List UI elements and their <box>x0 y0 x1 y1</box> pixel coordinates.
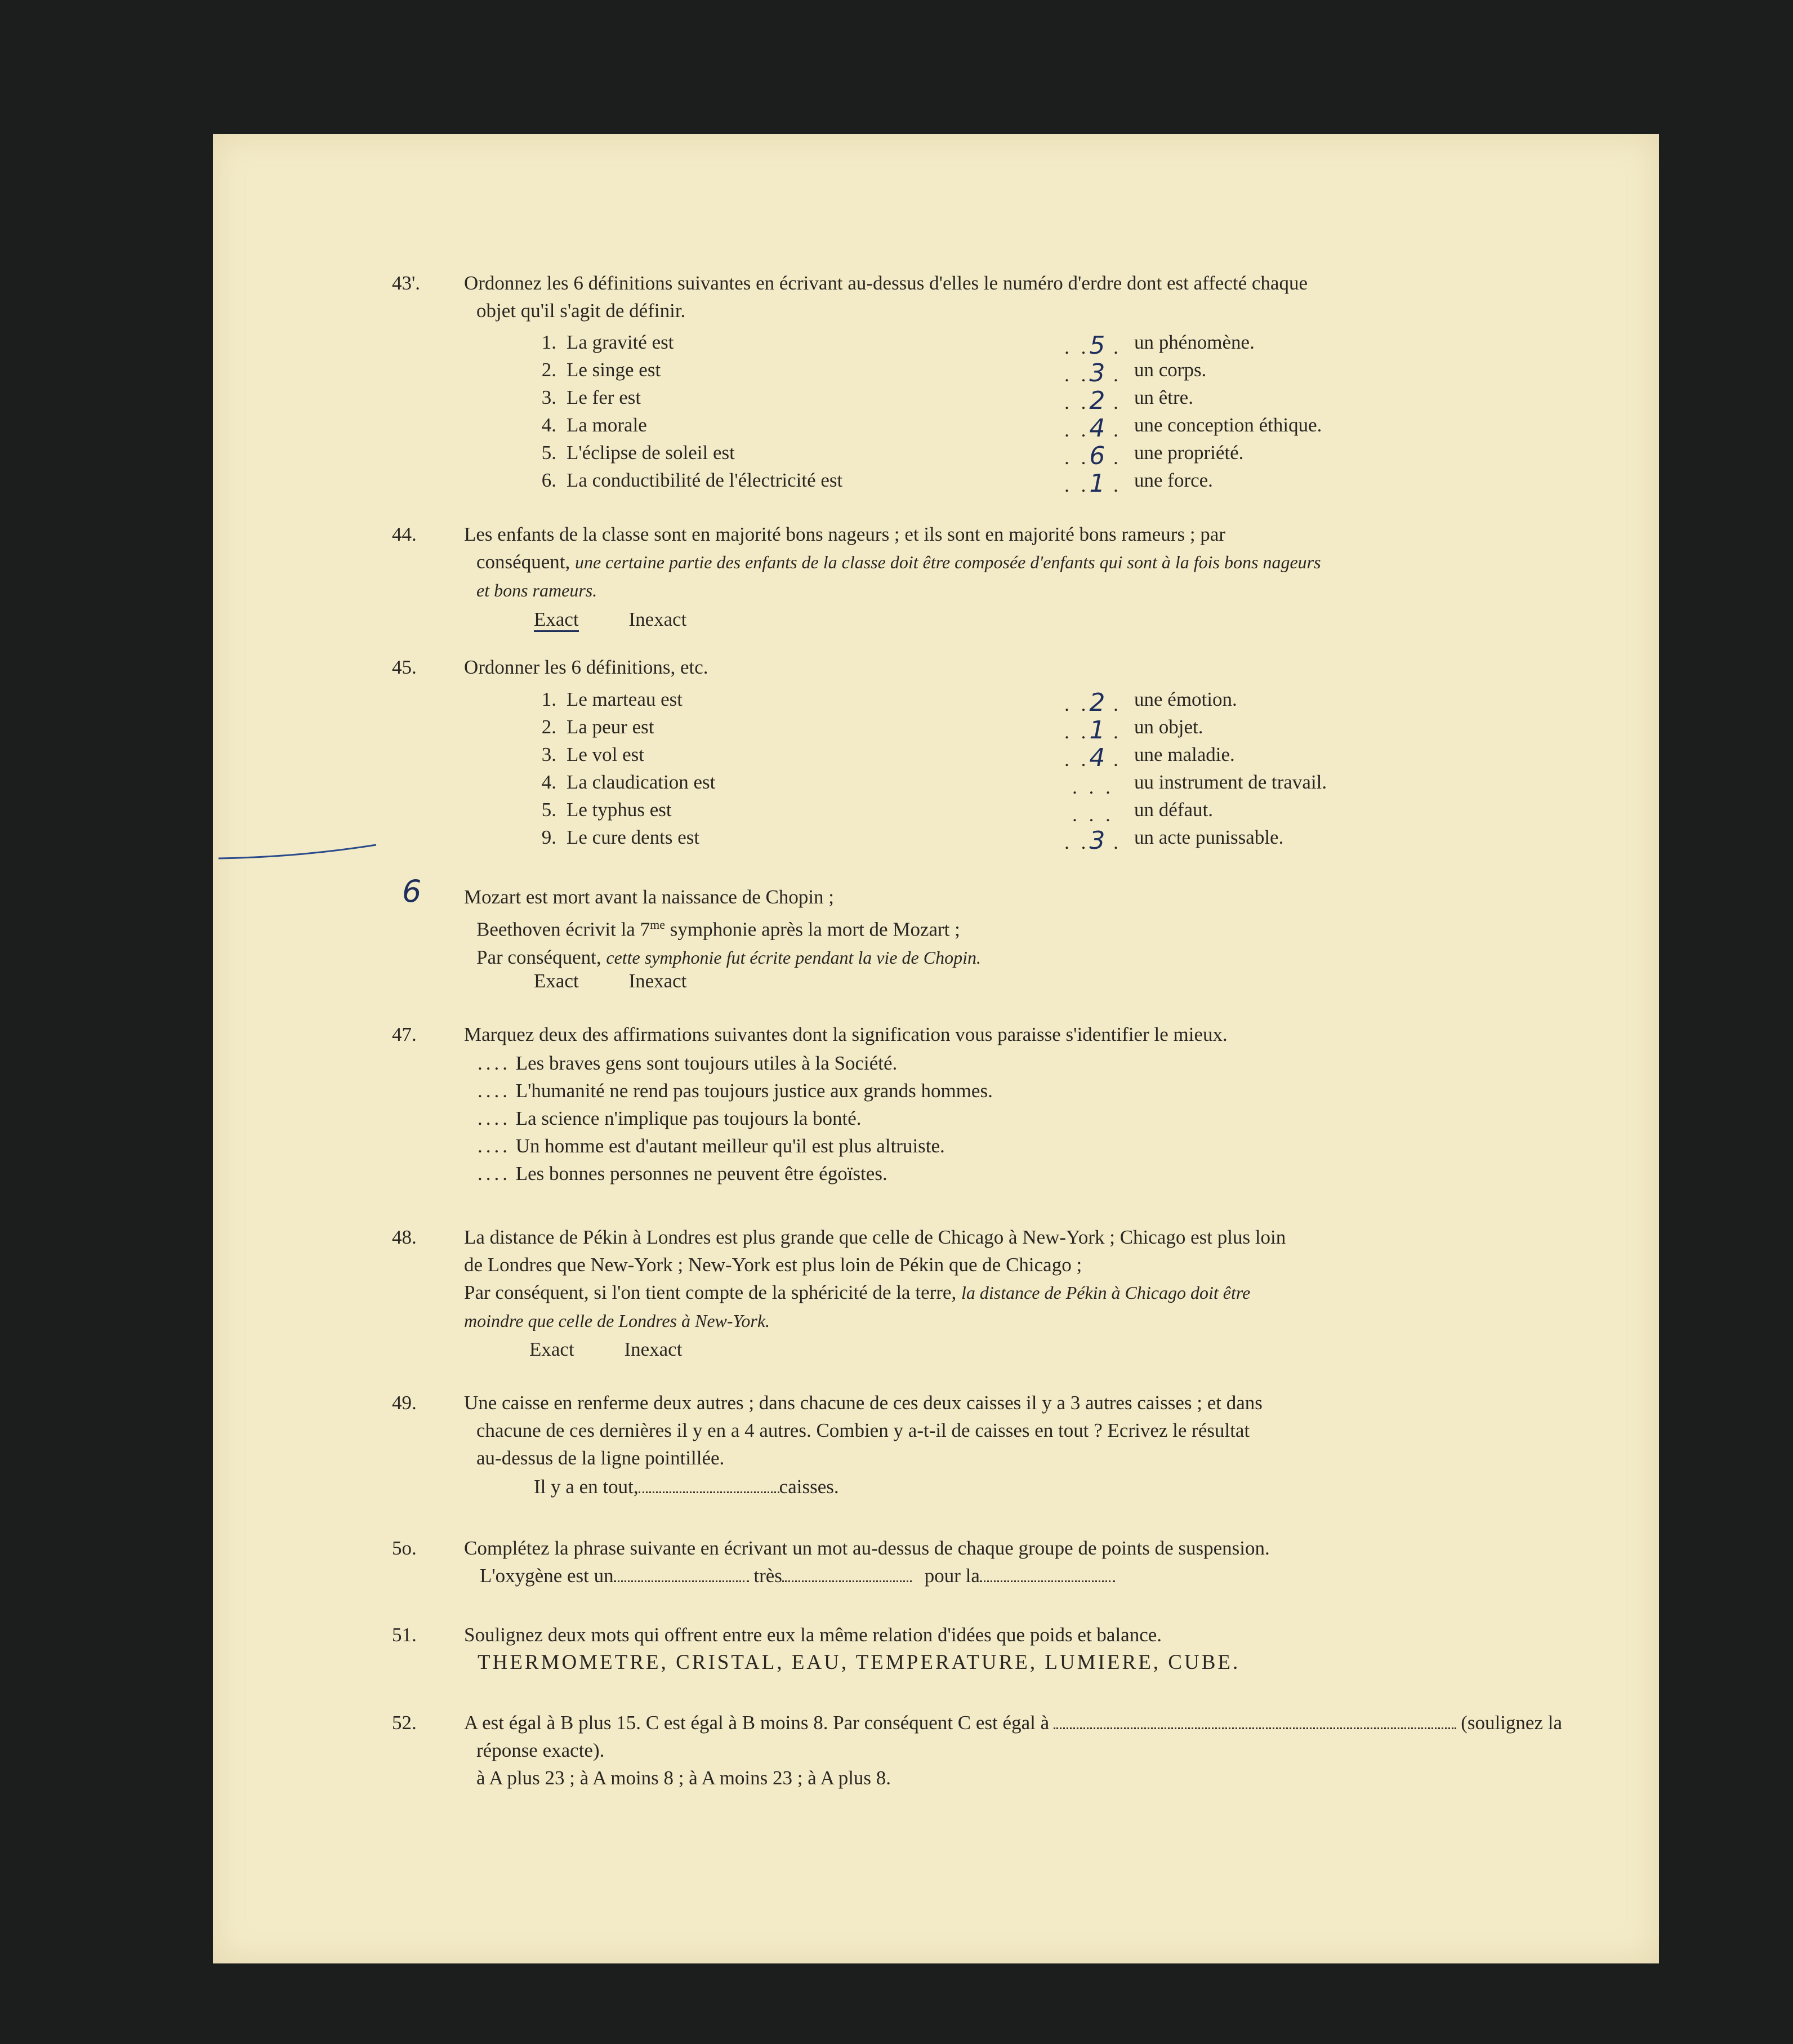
question-number: 44. <box>392 523 417 545</box>
question-text: Mozart est mort avant la naissance de Chopin ; Beethoven écrivit la $7^{me}$ symphonie après la mort de Mozart ; Par conséquent, cette symphonie fut écrite pendant la vie de Chopin. <box>464 886 981 968</box>
item-subject: L'éclipse de soleil est <box>567 442 735 464</box>
option-exact[interactable]: Exact <box>534 608 579 632</box>
item-subject: Le fer est <box>567 386 641 408</box>
handwritten-mark: 2 <box>1089 386 1105 415</box>
handwritten-mark: 2 <box>1089 688 1105 717</box>
option-inexact[interactable]: Inexact <box>628 608 687 630</box>
question-number: 43'. <box>392 272 421 294</box>
handwritten-mark: 4 <box>1089 414 1105 443</box>
item-definition: un acte punissable. <box>1134 826 1284 848</box>
item-definition: une propriété. <box>1134 442 1244 464</box>
question-number: 5o. <box>392 1537 417 1559</box>
statement-text: Un homme est d'autant meilleur qu'il est plus altruiste. <box>515 1135 945 1157</box>
item-number: 2. <box>541 359 556 381</box>
blank-2[interactable] <box>782 1566 912 1582</box>
item-definition: une maladie. <box>1134 743 1235 765</box>
answer-slot[interactable]: . .2 . <box>1064 386 1122 415</box>
option-exact[interactable]: Exact <box>529 1338 574 1360</box>
answer-field[interactable] <box>639 1477 779 1493</box>
answer-slot[interactable]: . .4 . <box>1064 414 1122 443</box>
answer-slot[interactable]: . .2 . <box>1064 688 1122 717</box>
answer-slot[interactable]: . .3 . <box>1064 359 1122 388</box>
statement-row[interactable] <box>478 1135 945 1157</box>
pen-stroke <box>213 838 382 866</box>
question-number: 49. <box>392 1392 417 1414</box>
item-number: 2. <box>541 716 556 738</box>
item-definition: une force. <box>1134 469 1213 491</box>
blank-3[interactable] <box>980 1566 1115 1582</box>
question-text: Complétez la phrase suivante en écrivant un mot au-dessus de chaque groupe de points de suspension. <box>464 1537 1270 1559</box>
answer-slot[interactable]: . .4 . <box>1064 743 1122 772</box>
question-text: La distance de Pékin à Londres est plus grande que celle de Chicago à New-York ; Chicago est plus loin de Londres que New-York ; New-York est plus loin de Pékin que de Chicago ; Par conséquent, si l'on tient compte de la sphéricité de la terre, la distance de Pékin à Chicago doit être moindre que celle de Londres à New-York. <box>464 1226 1286 1331</box>
blank-1[interactable] <box>614 1566 749 1582</box>
statement-row[interactable] <box>478 1080 993 1102</box>
answer-options-48 <box>529 1338 682 1361</box>
item-number: 9. <box>541 826 556 848</box>
mark-slot[interactable]: .... <box>478 1135 511 1157</box>
item-number: 6. <box>541 469 556 491</box>
answer-slot[interactable]: . .5 . <box>1064 331 1122 360</box>
item-definition: une conception éthique. <box>1134 414 1322 436</box>
answer-slot[interactable]: . . . <box>1072 804 1114 826</box>
question-text: Marquez deux des affirmations suivantes dont la signification vous paraisse s'identifier le mieux. <box>464 1023 1228 1045</box>
mark-slot[interactable]: .... <box>478 1080 511 1102</box>
handwritten-question-number: 6 <box>402 874 422 909</box>
question-text: Soulignez deux mots qui offrent entre eux la même relation d'idées que poids et balance. THERMOMETRE, CRISTAL, EAU, TEMPERATURE, LUMIERE, CUBE. <box>464 1621 1562 1676</box>
item-definition: un phénomène. <box>1134 331 1255 353</box>
answer-line-49: Il y a en tout, caisses. <box>534 1476 839 1498</box>
item-definition: uu instrument de travail. <box>1134 771 1327 793</box>
item-subject: Le marteau est <box>567 688 683 710</box>
question-number: 45. <box>392 656 417 678</box>
answer-options-44 <box>534 608 686 631</box>
document-page <box>213 134 1659 1963</box>
item-number: 1. <box>541 331 556 353</box>
word-choices[interactable]: THERMOMETRE, CRISTAL, EAU, TEMPERATURE, LUMIERE, CUBE. <box>478 1651 1241 1674</box>
statement-text: Les braves gens sont toujours utiles à la Société. <box>515 1052 898 1074</box>
question-text: Une caisse en renferme deux autres ; dans chacune de ces deux caisses il y a 3 autres caisses ; et dans chacune de ces dernières il y en a 4 autres. Combien y a-t-il de caisses en tout ? Ecrivez le résultat au-dessus de la ligne pointillée. <box>464 1392 1263 1469</box>
question-text: Ordonner les 6 définitions, etc. <box>464 656 708 678</box>
item-definition: une émotion. <box>1134 688 1237 710</box>
answer-options-46 <box>534 970 686 992</box>
question-text: Ordonnez les 6 définitions suivantes en écrivant au-dessus d'elles le numéro d'erdre dont est affecté chaque objet qu'il s'agit de définir. <box>464 272 1308 322</box>
mark-slot[interactable]: .... <box>478 1052 511 1074</box>
item-number: 4. <box>541 771 556 793</box>
item-definition: un défaut. <box>1134 799 1213 821</box>
item-subject: Le typhus est <box>567 799 672 821</box>
item-number: 5. <box>541 442 556 464</box>
handwritten-mark: 3 <box>1089 826 1105 855</box>
statement-row[interactable] <box>478 1107 862 1130</box>
mark-slot[interactable]: .... <box>478 1163 511 1184</box>
statement-row[interactable] <box>478 1052 897 1075</box>
answer-slot[interactable]: . .1 . <box>1064 716 1122 745</box>
statement-text: La science n'implique pas toujours la bonté. <box>515 1107 862 1129</box>
statement-text: L'humanité ne rend pas toujours justice aux grands hommes. <box>515 1080 993 1102</box>
option-inexact[interactable]: Inexact <box>628 970 687 992</box>
item-subject: La conductibilité de l'électricité est <box>567 469 843 491</box>
item-definition: un corps. <box>1134 359 1207 381</box>
handwritten-mark: 6 <box>1089 442 1105 470</box>
item-subject: Le singe est <box>567 359 661 381</box>
item-number: 3. <box>541 386 556 408</box>
question-number: 47. <box>392 1023 417 1045</box>
item-number: 4. <box>541 414 556 436</box>
statement-row[interactable] <box>478 1163 887 1185</box>
item-number: 3. <box>541 743 556 765</box>
handwritten-mark: 4 <box>1089 743 1105 772</box>
handwritten-mark: 1 <box>1089 469 1105 498</box>
item-definition: un objet. <box>1134 716 1203 738</box>
item-subject: La claudication est <box>567 771 716 793</box>
answer-slot[interactable]: . .6 . <box>1064 442 1122 470</box>
answer-slot[interactable]: . .1 . <box>1064 469 1122 498</box>
handwritten-mark: 5 <box>1089 331 1105 360</box>
option-inexact[interactable]: Inexact <box>624 1338 683 1360</box>
item-subject: Le vol est <box>567 743 645 765</box>
question-number: 48. <box>392 1226 417 1248</box>
item-subject: La morale <box>567 414 647 436</box>
statement-text: Les bonnes personnes ne peuvent être égoïstes. <box>515 1163 887 1184</box>
fill-in-sentence-50: L'oxygène est un très pour la <box>480 1565 1115 1587</box>
item-subject: La peur est <box>567 716 654 738</box>
question-text: A est égal à B plus 15. C est égal à B moins 8. Par conséquent C est égal à (soulignez la réponse exacte). à A plus 23 ; à A moins 8 ; à A moins 23 ; à A plus 8. <box>464 1712 1562 1789</box>
question-number: 52. <box>392 1712 417 1734</box>
question-text: Les enfants de la classe sont en majorité bons nageurs ; et ils sont en majorité bons rameurs ; par conséquent, une certaine partie des enfants de la classe doit être composée d'enfants qui sont à la fois bons nageurs et bons rameurs. <box>464 523 1321 600</box>
item-definition: un être. <box>1134 386 1193 408</box>
handwritten-mark: 1 <box>1089 716 1105 745</box>
mark-slot[interactable]: .... <box>478 1107 511 1129</box>
answer-slot[interactable]: . .3 . <box>1064 826 1122 855</box>
item-number: 1. <box>541 688 556 710</box>
item-number: 5. <box>541 799 556 821</box>
answer-field[interactable] <box>1054 1713 1456 1729</box>
item-subject: Le cure dents est <box>567 826 700 848</box>
option-exact[interactable]: Exact <box>534 970 579 992</box>
handwritten-mark: 3 <box>1089 359 1105 388</box>
item-subject: La gravité est <box>567 331 674 353</box>
answer-slot[interactable]: . . . <box>1072 776 1114 798</box>
question-number: 51. <box>392 1624 417 1646</box>
